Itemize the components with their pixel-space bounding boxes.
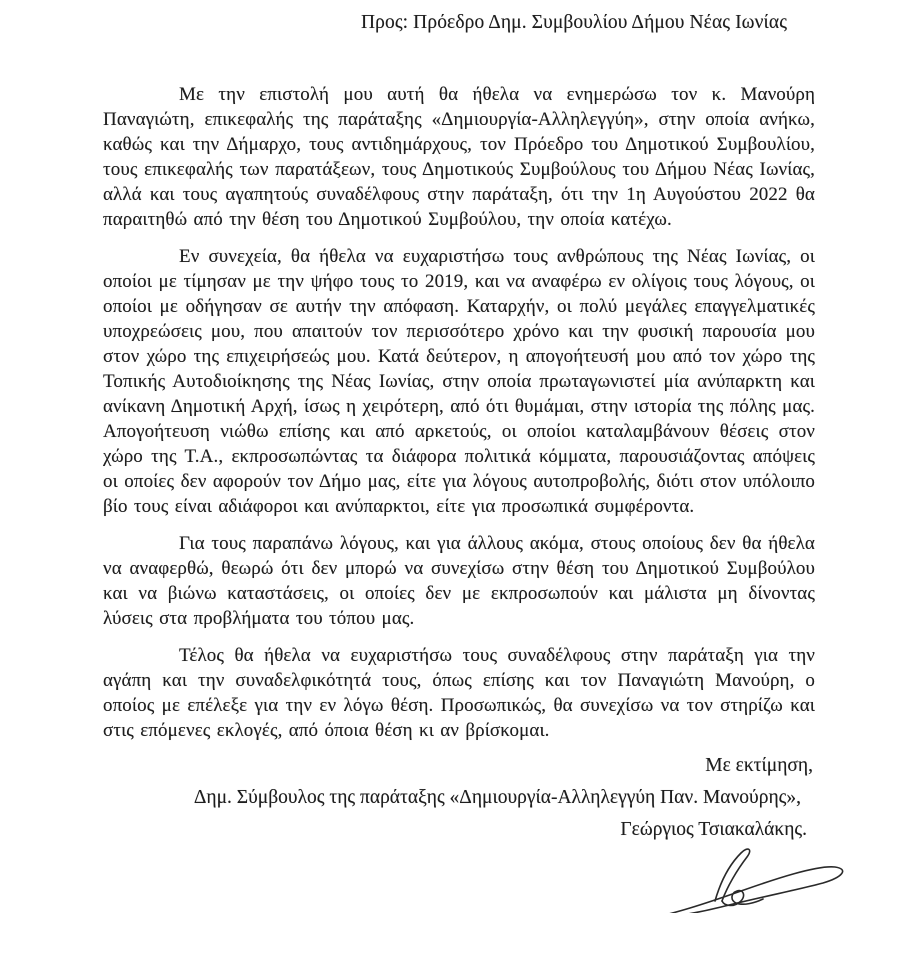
paragraph-2: Εν συνεχεία, θα ήθελα να ευχαριστήσω τους ανθρώπους της Νέας Ιωνίας, οι οποίοι με τίμησαν με την ψήφο τους το 2019, και να αναφέρω εν ολίγοις τους λόγους, οι οποίοι με οδήγησαν σε αυτήν την απόφαση. Καταρχήν, οι πολύ μεγάλες επαγγελματικές υποχρεώσεις μου, που απαιτούν τον περισσότερο χρόνο και την φυσική παρουσία μου στον χώρο της επιχειρήσεώς μου. Κατά δεύτερον, η απογοήτευσή μου από τον χώρο της Τοπικής Αυτοδιοίκησης της Νέας Ιωνίας, στην οποία πρωταγωνιστεί μία ανύπαρκτη και ανίκανη Δημοτική Αρχή, ίσως η χειρότερη, από ότι θυμάμαι, στην ιστορία της πόλης μας. Απογοήτευση νιώθω επίσης και από αρκετούς, οι οποίοι καταλαμβάνουν θέσεις στον χώρο της Τ.Α., εκπροσωπώντας τα διάφορα πολιτικά κόμματα, παρουσιάζοντας απόψεις οι οποίες δεν αφορούν τον Δήμο μας, είτε για λόγους αυτοπροβολής, διότι στον υπόλοιπο βίο τους είναι αδιάφοροι και ανύπαρκτοι, είτε για προσωπικά συμφέροντα. <box>103 246 815 517</box>
handwritten-signature-icon <box>103 843 851 913</box>
closing-salutation: Με εκτίμηση, <box>705 755 813 776</box>
letter-body <box>103 82 815 743</box>
paragraph-1: Με την επιστολή μου αυτή θα ήθελα να ενημερώσω τον κ. Μανούρη Παναγιώτη, επικεφαλής της παράταξης «Δημιουργία-Αλληλεγγύη», στην οποία ανήκω, καθώς και την Δήμαρχο, τους αντιδημάρχους, τον Πρόεδρο του Δημοτικού Συμβουλίου, τους επικεφαλής των παρατάξεων, τους Δημοτικούς Συμβούλους του Δήμου Νέας Ιωνίας, αλλά και τους αγαπητούς συναδέλφους στην παράταξη, ότι την 1η Αυγούστου 2022 θα παραιτηθώ από την θέση του Δημοτικού Συμβούλου, την οποία κατέχω. <box>103 84 815 230</box>
closing-block <box>103 755 815 913</box>
paragraph-3: Για τους παραπάνω λόγους, και για άλλους ακόμα, στους οποίους δεν θα ήθελα να αναφερθώ, θεωρώ ότι δεν μπορώ να συνεχίσω στην θέση του Δημοτικού Συμβούλου και να βιώνω καταστάσεις, οι οποίες δεν με εκπροσωπούν και μάλιστα μη δίνοντας λύσεις στα προβλήματα του τόπου μας. <box>103 533 815 629</box>
recipient-line: Προς: Πρόεδρο Δημ. Συμβουλίου Δήμου Νέας Ιωνίας <box>361 12 788 33</box>
signatory-title: Δημ. Σύμβουλος της παράταξης «Δημιουργία-Αλληλεγγύη Παν. Μανούρης», <box>193 787 801 808</box>
paragraph-4: Τέλος θα ήθελα να ευχαριστήσω τους συναδέλφους στην παράταξη για την αγάπη και την συναδελφικότητά τους, όπως επίσης και τον Παναγιώτη Μανούρη, ο οποίος με επέλεξε για την εν λόγω θέση. Προσωπικώς, θα συνεχίσω να τον στηρίζω και στις επόμενες εκλογές, από όποια θέση κι αν βρίσκομαι. <box>103 645 815 741</box>
signatory-name: Γεώργιος Τσιακαλάκης. <box>620 819 807 840</box>
